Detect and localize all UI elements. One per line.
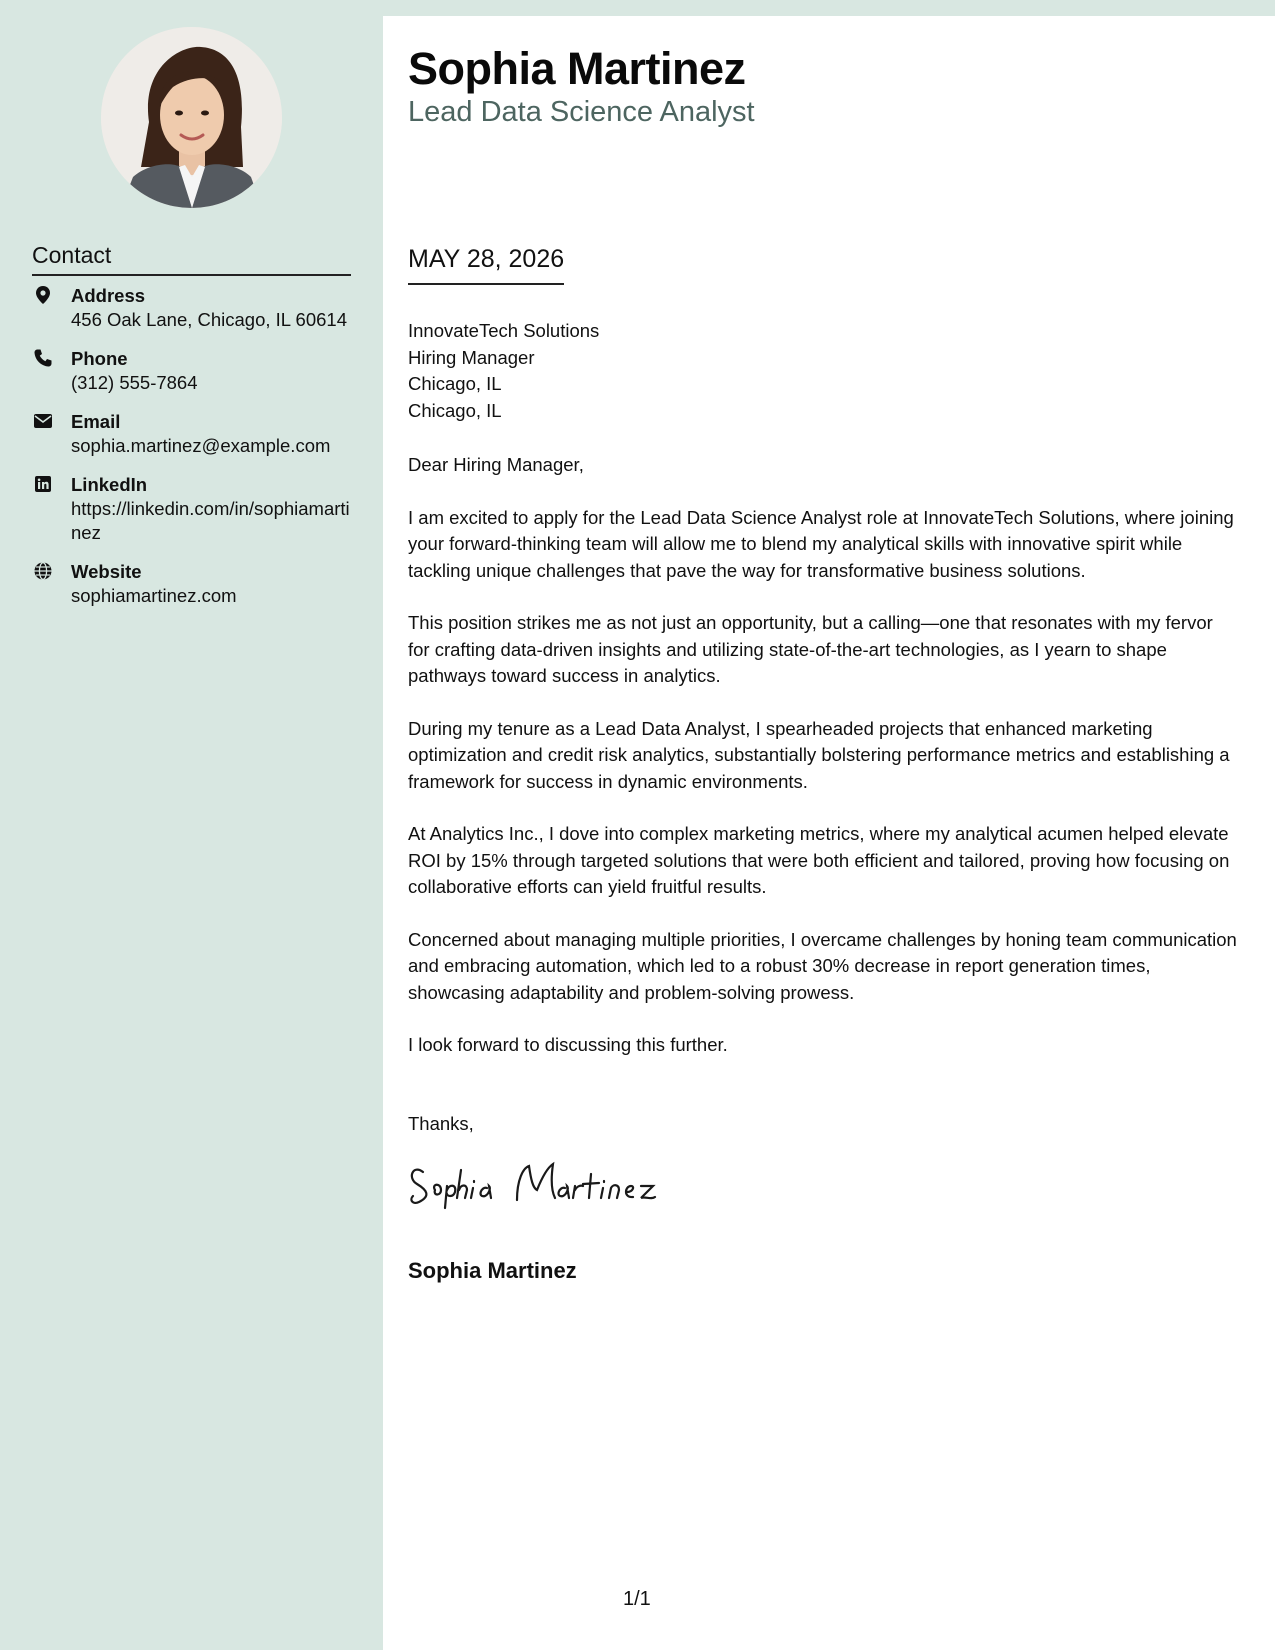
paragraph-6: I look forward to discussing this further.	[408, 1034, 728, 1055]
globe-icon	[34, 562, 52, 580]
paragraph-1: I am excited to apply for the Lead Data Science Analyst role at InnovateTech Solutions, where joining your forward-thinking team will allow me to blend my analytical skills with innovative spirit while tackling unique challenges that pave the way for transformative business solutions.	[408, 506, 1234, 581]
applicant-title: Lead Data Science Analyst	[408, 96, 755, 128]
contact-list	[32, 284, 352, 623]
recipient-block	[408, 318, 1238, 424]
contact-item-website	[32, 560, 352, 608]
paragraph-2: This position strikes me as not just an opportunity, but a calling—one that resonates with my fervor for crafting data-driven insights and utilizing state-of-the-art technologies, as I yearn to shape pathways toward success in analytics.	[408, 612, 1213, 686]
envelope-icon	[34, 412, 52, 430]
sidebar	[0, 0, 383, 1650]
linkedin-label: LinkedIn	[71, 474, 148, 495]
contact-item-linkedin	[32, 473, 352, 545]
phone-value: (312) 555-7864	[71, 372, 198, 393]
salutation: Dear Hiring Manager,	[408, 454, 584, 475]
paragraph-3: During my tenure as a Lead Data Analyst, I spearheaded projects that enhanced marketing optimization and credit risk analytics, substantially bolstering performance metrics and establishing a framework for success in dynamic environments.	[408, 717, 1230, 792]
applicant-name: Sophia Martinez	[408, 43, 746, 94]
linkedin-icon	[34, 475, 52, 493]
letter-body	[408, 452, 1238, 1085]
paragraph-4: At Analytics Inc., I dove into complex marketing metrics, where my analytical acumen helped elevate ROI by 15% through targeted solutions that were both efficient and tailored, proving how focusing on collaborative efforts can yield fruitful results.	[408, 823, 1230, 897]
email-label: Email	[71, 411, 121, 432]
recipient-city: Chicago, IL	[408, 373, 502, 394]
contact-item-email	[32, 410, 352, 458]
closing: Thanks,	[408, 1113, 474, 1134]
page-number: 1/1	[623, 1588, 651, 1610]
email-value: sophia.martinez@example.com	[71, 435, 331, 456]
website-label: Website	[71, 561, 142, 582]
linkedin-value[interactable]: https://linkedin.com/in/sophiamartinez	[71, 498, 350, 543]
address-value: 456 Oak Lane, Chicago, IL 60614	[71, 309, 347, 330]
contact-heading: Contact	[32, 240, 351, 276]
map-pin-icon	[34, 286, 52, 304]
letter-page	[383, 16, 1275, 1650]
profile-photo	[101, 27, 282, 208]
letter-date: MAY 28, 2026	[408, 243, 564, 285]
signed-name: Sophia Martinez	[408, 1258, 577, 1283]
phone-label: Phone	[71, 348, 128, 369]
phone-icon	[34, 349, 52, 367]
website-value[interactable]: sophiamartinez.com	[71, 585, 237, 606]
paragraph-5: Concerned about managing multiple priorities, I overcame challenges by honing team communication and embracing automation, which led to a robust 30% decrease in report generation times, showcasing adaptability and problem-solving prowess.	[408, 928, 1237, 1003]
contact-item-address	[32, 284, 352, 332]
recipient-city-2: Chicago, IL	[408, 399, 502, 421]
contact-item-phone	[32, 347, 352, 395]
handwritten-signature	[405, 1150, 675, 1210]
recipient-company: InnovateTech Solutions	[408, 320, 600, 341]
address-label: Address	[71, 285, 146, 306]
recipient-title: Hiring Manager	[408, 346, 535, 368]
